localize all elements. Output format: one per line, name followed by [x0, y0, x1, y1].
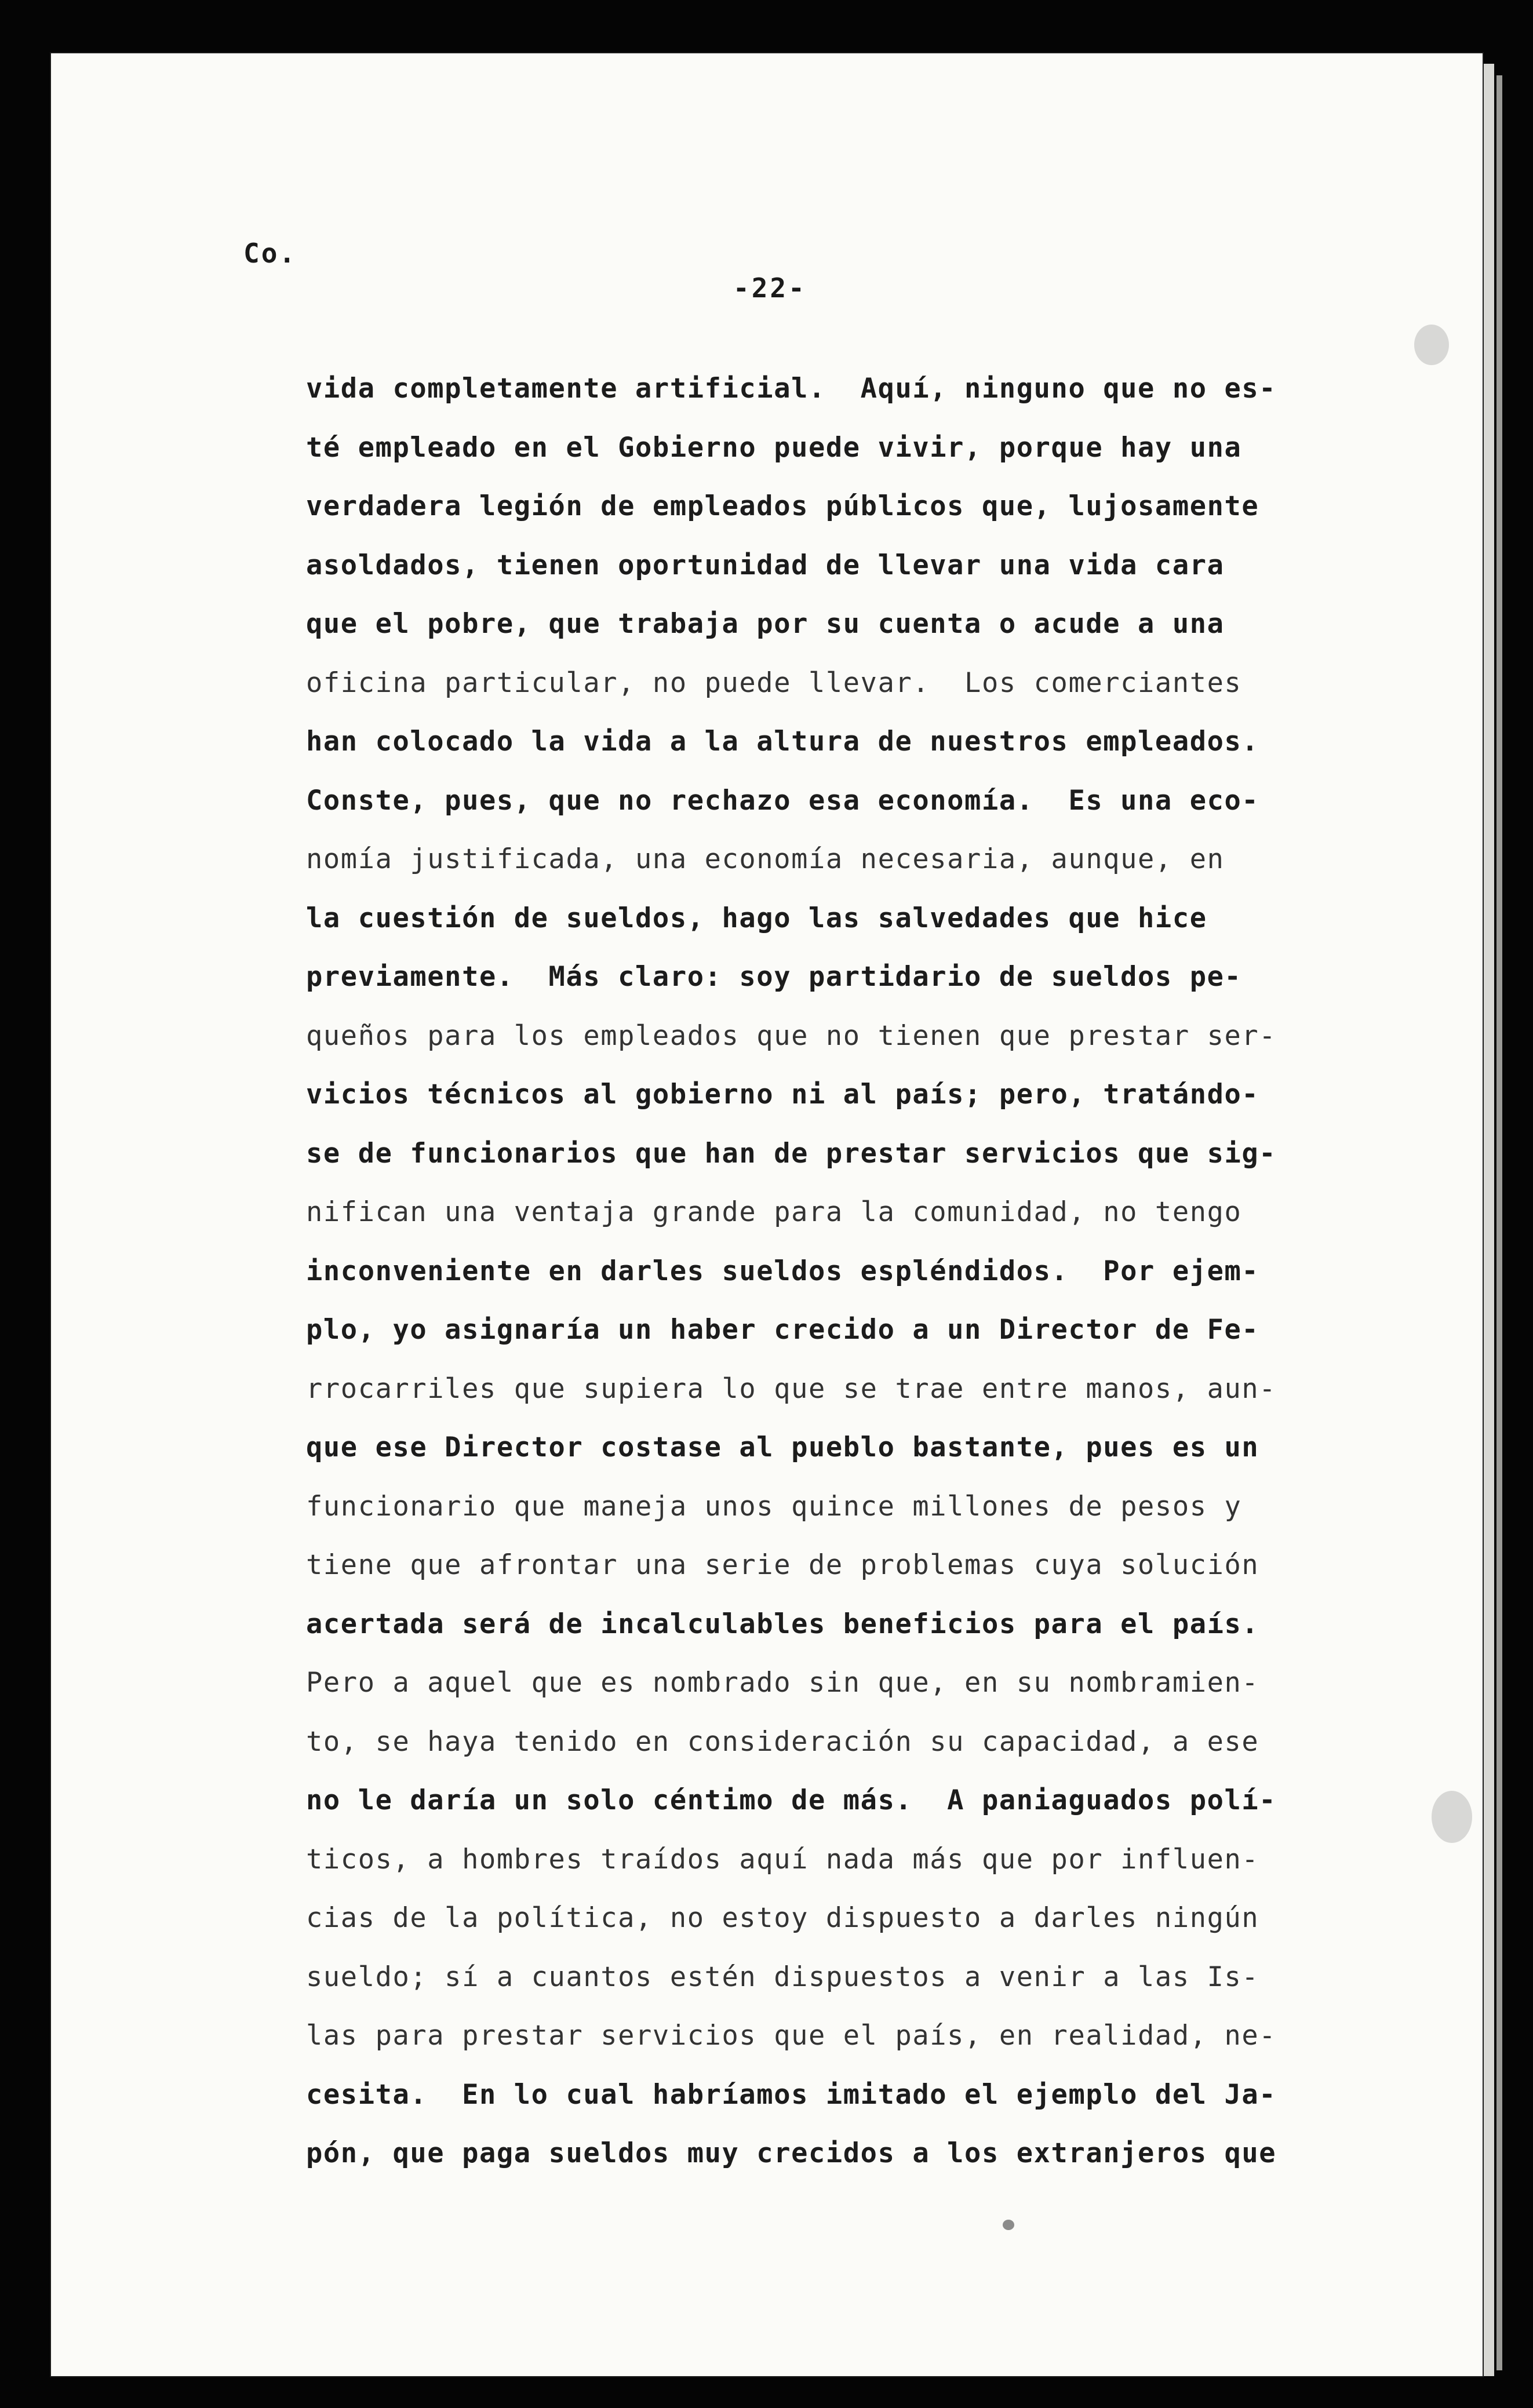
- text-line: se de funcionarios que han de prestar servicios que sig-: [306, 1137, 1277, 1170]
- text-line: vida completamente artificial. Aquí, ninguno que no es-: [306, 373, 1277, 405]
- text-line: vicios técnicos al gobierno ni al país; pero, tratándo-: [306, 1079, 1259, 1110]
- text-line: cesita. En lo cual habríamos imitado el ejemplo del Ja-: [306, 2078, 1277, 2111]
- text-line: Conste, pues, que no rechazo esa economía. Es una eco-: [306, 784, 1259, 817]
- text-line: queños para los empleados que no tienen que prestar ser-: [306, 1019, 1277, 1052]
- text-line: nifican una ventaja grande para la comunidad, no tengo: [306, 1196, 1242, 1228]
- text-line: funcionario que maneja unos quince millones de pesos y: [306, 1490, 1242, 1522]
- text-line: previamente. Más claro: soy partidario de sueldos pe-: [306, 961, 1242, 993]
- ink-speck: [1003, 2220, 1014, 2230]
- text-line: ticos, a hombres traídos aquí nada más que por influen-: [306, 1843, 1259, 1875]
- page-edge: [1484, 64, 1494, 2376]
- margin-note: Co.: [243, 238, 297, 269]
- text-line: las para prestar servicios que el país, en realidad, ne-: [306, 2020, 1277, 2052]
- text-line: han colocado la vida a la altura de nuestros empleados.: [306, 726, 1259, 757]
- text-line: inconveniente en darles sueldos espléndidos. Por ejem-: [306, 1255, 1259, 1287]
- page-number: -22-: [733, 272, 807, 304]
- text-line: nomía justificada, una economía necesaria, aunque, en: [306, 843, 1225, 875]
- text-line: rrocarriles que supiera lo que se trae entre manos, aun-: [306, 1372, 1277, 1405]
- text-line: asoldados, tienen oportunidad de llevar una vida cara: [306, 549, 1225, 581]
- text-line: verdadera legión de empleados públicos que, lujosamente: [306, 490, 1259, 522]
- text-line: que el pobre, que trabaja por su cuenta o acude a una: [306, 608, 1225, 640]
- text-line: sueldo; sí a cuantos estén dispuestos a venir a las Is-: [306, 1961, 1259, 1993]
- page-edge-shadow: [1496, 75, 1502, 2370]
- text-line: la cuestión de sueldos, hago las salvedades que hice: [306, 902, 1207, 934]
- text-line: acertada será de incalculables beneficios para el país.: [306, 1608, 1259, 1640]
- body-text: [306, 359, 1280, 2183]
- text-line: Pero a aquel que es nombrado sin que, en su nombramien-: [306, 1667, 1259, 1699]
- text-line: no le daría un solo céntimo de más. A paniaguados polí-: [306, 1784, 1277, 1816]
- text-line: oficina particular, no puede llevar. Los comerciantes: [306, 666, 1242, 699]
- text-line: to, se haya tenido en consideración su capacidad, a ese: [306, 1725, 1259, 1758]
- text-line: plo, yo asignaría un haber crecido a un Director de Fe-: [306, 1314, 1259, 1346]
- ink-smudge: [1432, 1791, 1472, 1843]
- text-line: tiene que afrontar una serie de problemas cuya solución: [306, 1549, 1259, 1581]
- text-line: pón, que paga sueldos muy crecidos a los extranjeros que: [306, 2137, 1277, 2169]
- text-line: que ese Director costase al pueblo bastante, pues es un: [306, 1431, 1259, 1463]
- ink-smudge: [1414, 325, 1449, 365]
- text-line: cias de la política, no estoy dispuesto a darles ningún: [306, 1902, 1259, 1934]
- text-line: té empleado en el Gobierno puede vivir, porque hay una: [306, 431, 1242, 464]
